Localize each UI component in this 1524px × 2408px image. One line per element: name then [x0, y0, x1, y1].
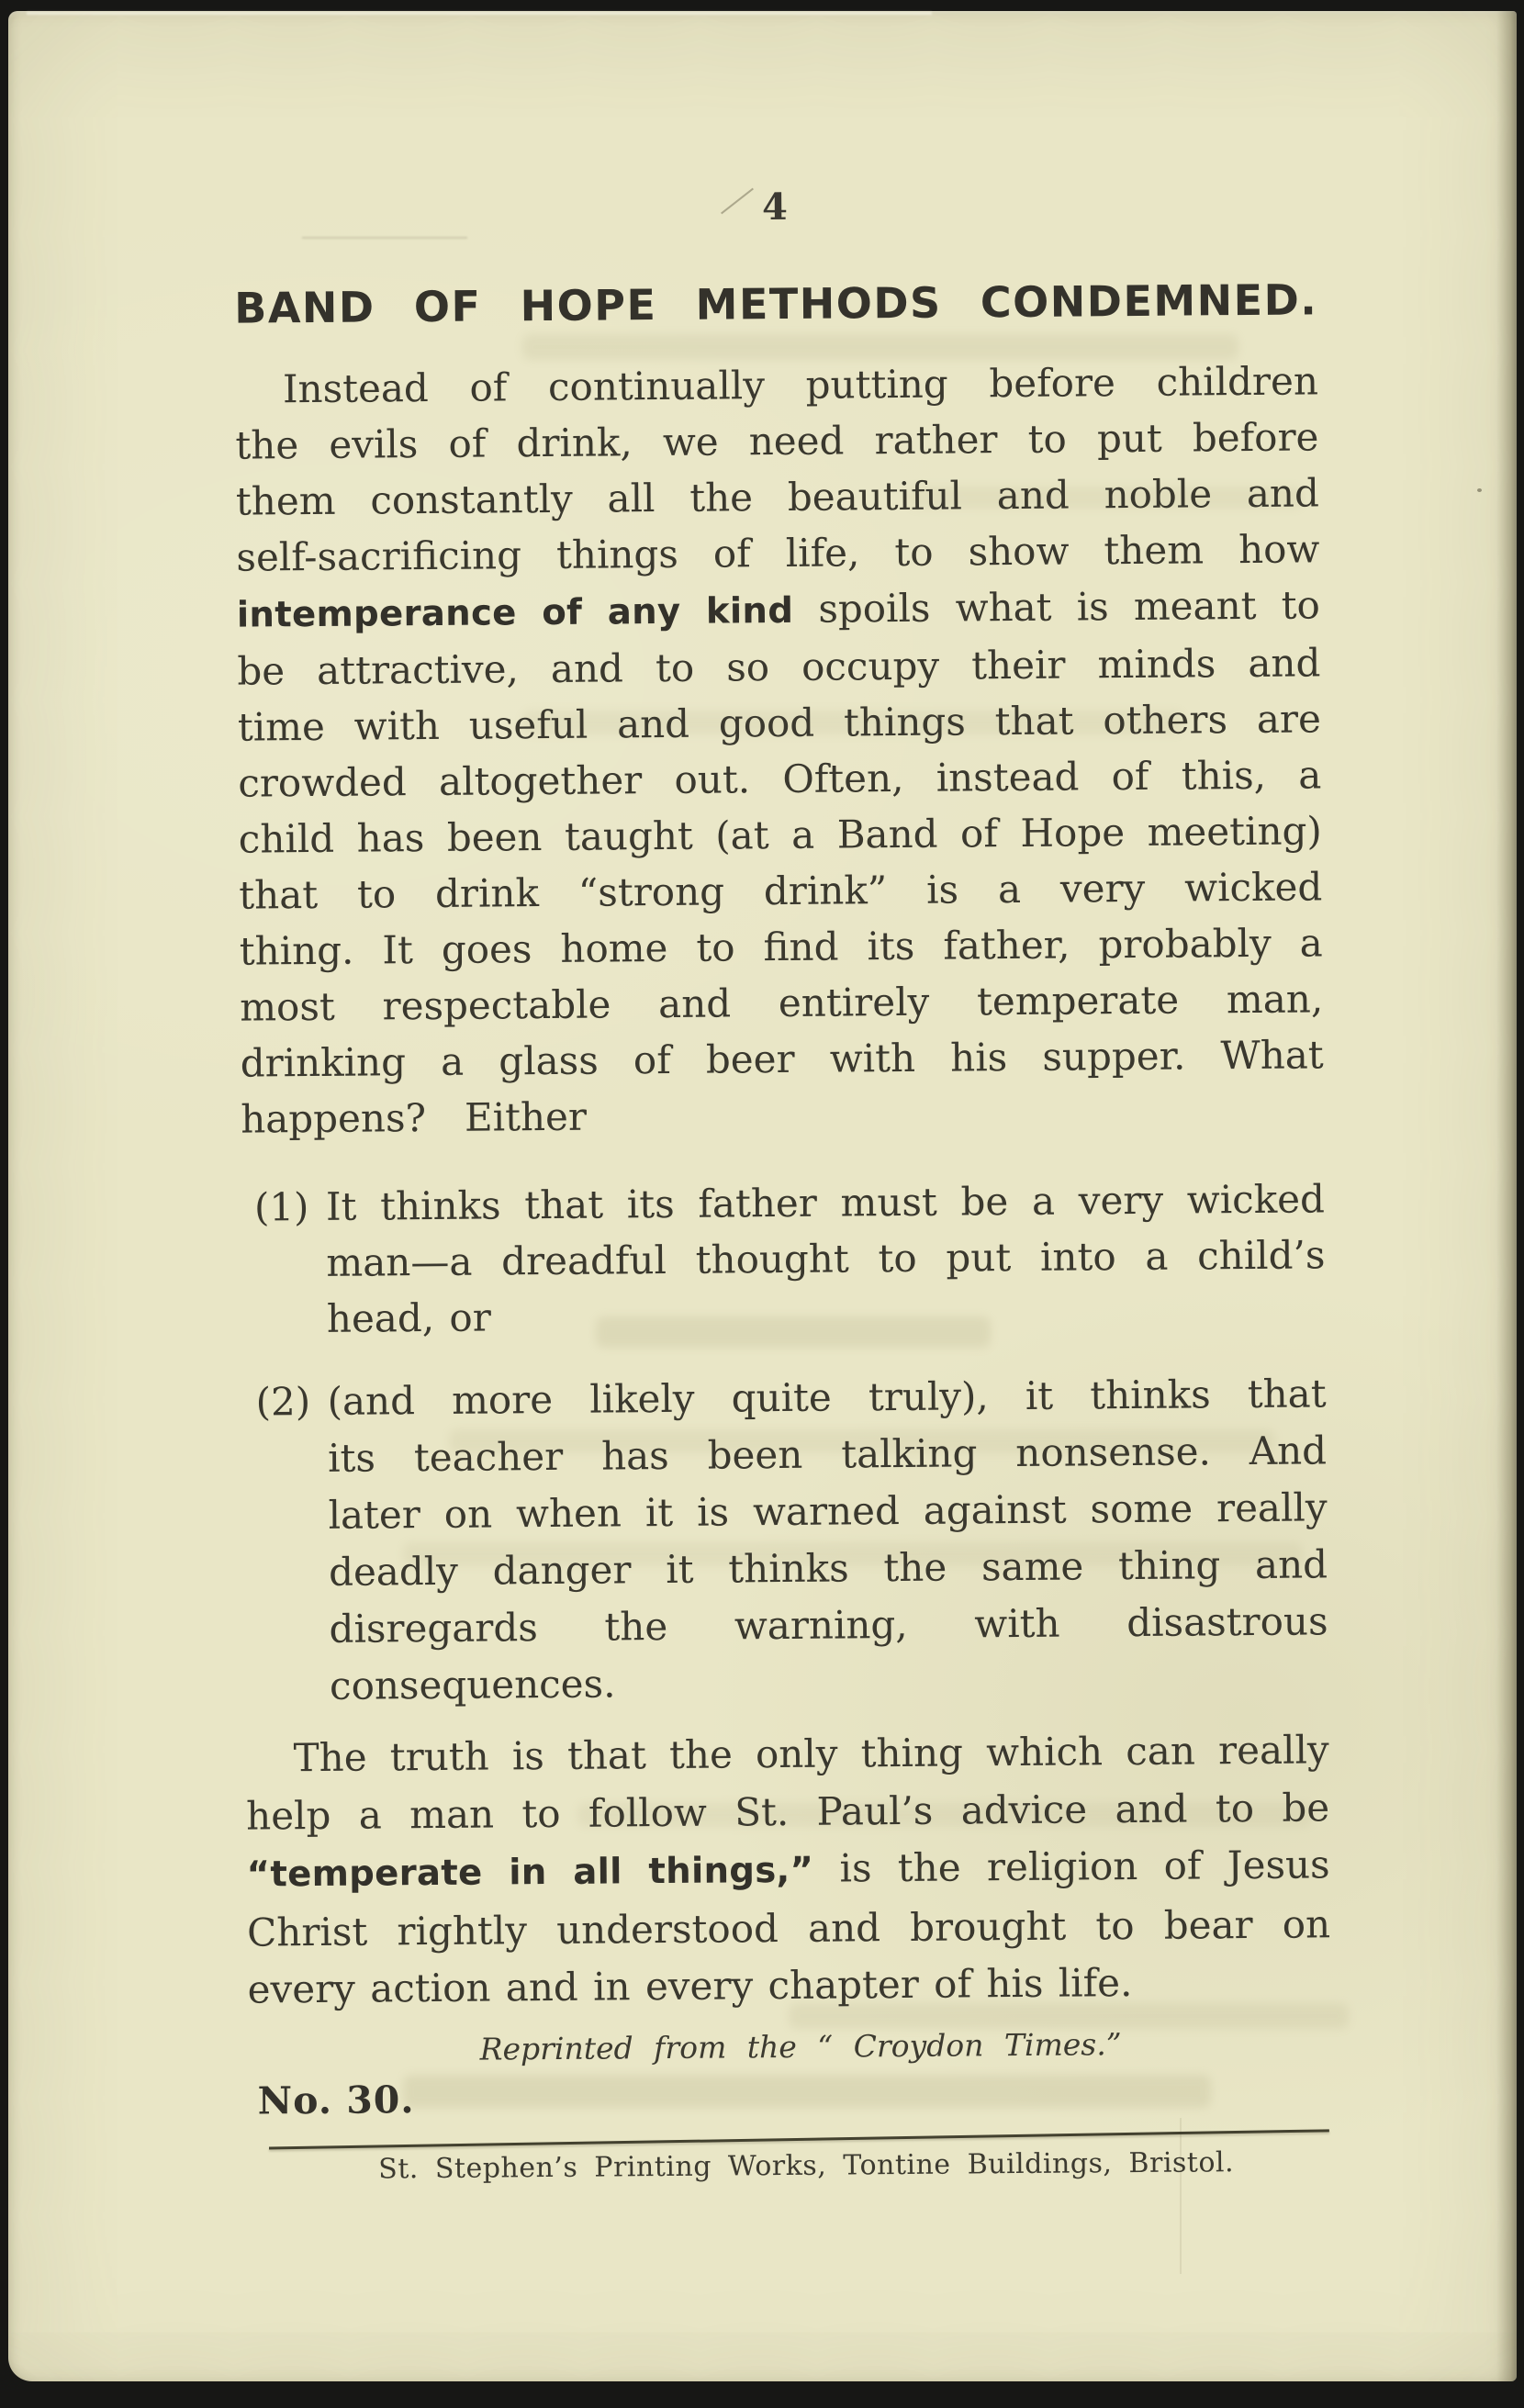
text-line: man—a dreadful thought to put into a child’s — [326, 1232, 1326, 1285]
text-line: self-sacrificing things of life, to show them how — [236, 526, 1320, 580]
list-item-2 — [242, 1365, 1328, 1715]
pamphlet-page — [8, 11, 1517, 2381]
printer-imprint: St. Stephen’s Printing Works, Tontine Buildings, Bristol. — [378, 2146, 1235, 2186]
text-line: The truth is that the only thing which can really — [293, 1727, 1329, 1781]
text-line: deadly danger it thinks the same thing and — [328, 1541, 1328, 1595]
text-line: be attractive, and to so occupy their minds and — [237, 640, 1321, 694]
page-heading: BAND OF HOPE METHODS CONDEMNED. — [234, 274, 1318, 333]
text-line: Instead of continually putting before children — [282, 358, 1319, 412]
text-line: its teacher has been talking nonsense. And — [327, 1428, 1328, 1481]
bold-phrase: intemperance of any kind — [236, 589, 794, 636]
ink-speck — [1477, 488, 1482, 492]
paragraph-1 — [235, 353, 1325, 1147]
reprint-attribution: Reprinted from the “ Croydon Times.” — [479, 2026, 1122, 2067]
text-line: them constantly all the beautiful and noble and — [235, 470, 1320, 524]
text-line: head, or — [326, 1294, 492, 1341]
text-line: (and more likely quite truly), it thinks that — [327, 1371, 1327, 1424]
text-line: that to drink “strong drink” is a very wicked — [239, 864, 1323, 918]
list-marker-2: (2) — [255, 1379, 311, 1425]
text-line: every action and in every chapter of his life. — [247, 1960, 1133, 2012]
text-line: help a man to follow St. Paul’s advice and to be — [245, 1784, 1330, 1839]
text-line: child has been taught (at a Band of Hope meeting) — [238, 808, 1322, 862]
printed-text-block — [232, 6, 1334, 2407]
list-item-1-text — [326, 1170, 1326, 1347]
text-line: later on when it is warned against some really — [328, 1484, 1328, 1538]
text-line: intemperance of any kind spoils what is meant to — [236, 582, 1321, 636]
page-number: 4 — [761, 185, 790, 230]
text-line: disregards the warning, with disastrous — [329, 1598, 1328, 1652]
issue-number: No. 30. — [257, 2078, 415, 2123]
text-line: crowded altogether out. Often, instead of this, a — [238, 752, 1322, 806]
text-line: Christ rightly understood and brought to bear on — [246, 1900, 1331, 1955]
paper-right-edge-shadow — [1496, 11, 1517, 2381]
list-item-2-text — [327, 1365, 1328, 1715]
paragraph-2 — [245, 1721, 1330, 2019]
text-line: happens? Either — [241, 1093, 588, 1142]
text-line: consequences. — [329, 1661, 616, 1708]
text-line: thing. It goes home to find its father, probably a — [239, 920, 1323, 974]
bold-phrase: “temperate in all things,” — [246, 1849, 814, 1896]
text-line: most respectable and entirely temperate man, — [240, 976, 1324, 1030]
text-line: “temperate in all things,” is the religion of Jesus — [246, 1842, 1330, 1896]
list-marker-1: (1) — [253, 1184, 309, 1230]
list-item-1 — [241, 1170, 1326, 1347]
text-line: the evils of drink, we need rather to put before — [235, 414, 1319, 468]
text-line: drinking a glass of beer with his supper. What — [240, 1032, 1324, 1086]
text-line: It thinks that its father must be a very wicked — [325, 1176, 1326, 1229]
text-line: time with useful and good things that others are — [237, 696, 1322, 750]
